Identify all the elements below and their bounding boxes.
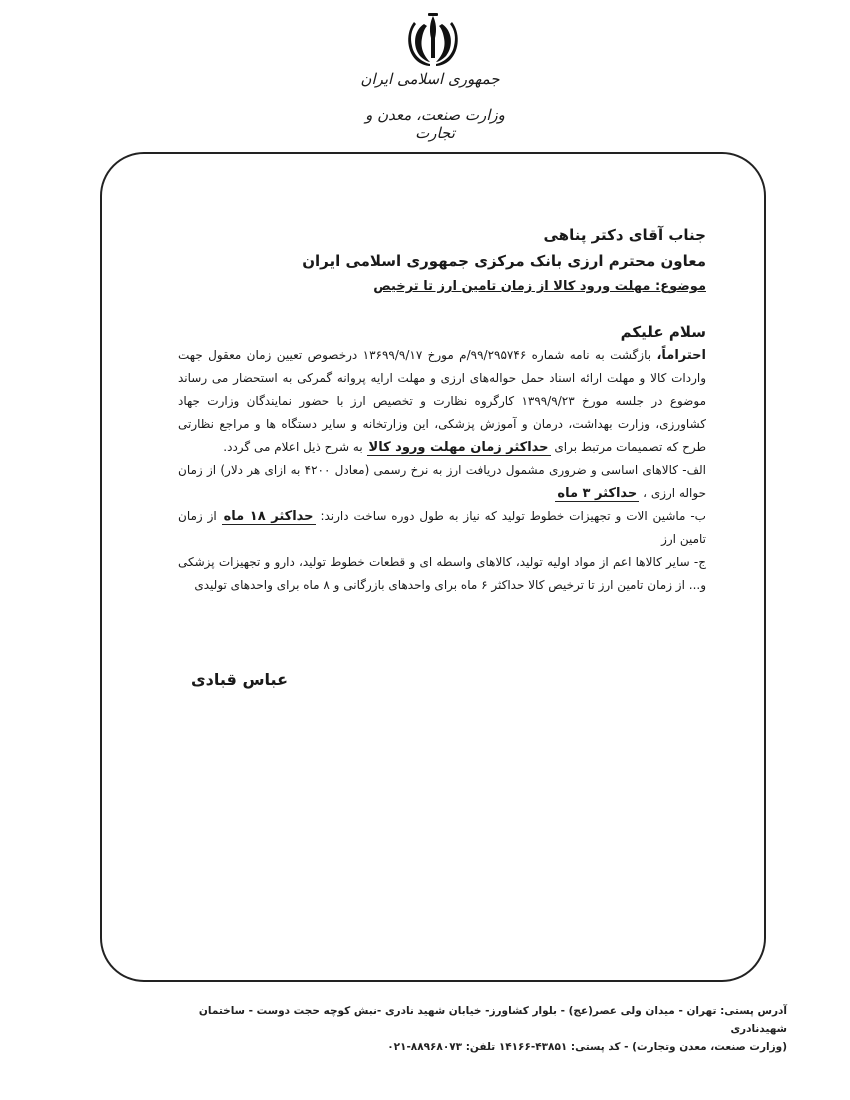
addressee-name: جناب آقای دکتر پناهی	[543, 226, 706, 244]
addressee-title: معاون محترم ارزی بانک مرکزی جمهوری اسلامی ایران	[302, 252, 706, 270]
list-item-c: ج- سایر کالاها اعم از مواد اولیه تولید، کالاهای واسطه ای و قطعات خطوط تولید، دارو و تجهیزات پزشکی و... از زمان تامین ارز تا ترخیص کالا حداکثر ۶ ماه برای واحدهای بازرگانی و ۸ ماه برای واحدهای تولیدی	[178, 555, 706, 592]
highlight-max-entry-time: حداکثر زمان مهلت ورود کالا	[368, 440, 549, 455]
header-ministry: وزارت صنعت، معدن و تجارت	[365, 106, 505, 142]
item-b-end: از زمان تامین ارز	[178, 509, 706, 546]
header-country: جمهوری اسلامی ایران	[360, 70, 500, 88]
item-a-highlight: حداکثر ۳ ماه	[557, 486, 638, 501]
signature: عباس قبادی	[190, 670, 288, 689]
letter-body	[178, 222, 706, 597]
letter-greeting: سلام علیکم	[620, 323, 706, 341]
letter-subject: موضوع: مهلت ورود کالا از زمان تامین ارز تا ترخیص	[373, 279, 706, 294]
footer-line-1: آدرس پستی: تهران - میدان ولی عصر(عج) - بلوار کشاورز- خیابان شهید نادری -نبش کوچه حجت دوست - ساختمان شهیدنادری	[198, 1005, 787, 1035]
item-b-highlight: حداکثر ۱۸ ماه	[223, 509, 314, 524]
list-item-b	[178, 505, 706, 551]
item-a-text: الف- کالاهای اساسی و ضروری مشمول دریافت ارز به نرخ رسمی (معادل ۴۲۰۰ به ازای هر دلار) از زمان حواله ارزی ،	[178, 463, 706, 500]
iran-emblem-icon	[400, 12, 466, 72]
letter-paragraph	[178, 344, 706, 459]
paragraph-text: بازگشت به نامه شماره ۹۹/۲۹۵۷۴۶/م مورخ ۱۳۶۹۹/۹/۱۷ درخصوص تعیین زمان معقول جهت واردات کالا و مهلت ارائه اسناد حمل حواله‌های ارزی و مهلت ارایه پروانه گمرکی به استحضار می رساند موضوع در جلسه مورخ ۱۳۹۹/۹/۲۳ کارگروه نظارت و تخصیص ارز با حضور نمایندگان وزارت جهاد کشاورزی، وزارت بهداشت، درمان و آموزش پزشکی، این وزارتخانه و سایر دستگاه ها و مراجع نظارتی طرح که تصمیمات مرتبط برای	[178, 348, 706, 454]
opening-word: احتراماً،	[656, 348, 706, 363]
footer-line-2: (وزارت صنعت، معدن وتجارت) - کد پستی: ۴۳۸۵۱-۱۴۱۶۶ تلفن: ۸۸۹۶۸۰۷۳-۰۲۱	[387, 1041, 787, 1053]
list-item-a	[178, 459, 706, 505]
item-b-text: ب- ماشین الات و تجهیزات خطوط تولید که نیاز به طول دوره ساخت دارند:	[320, 509, 706, 523]
footer-address	[175, 1002, 787, 1056]
paragraph-end: به شرح ذیل اعلام می گردد.	[223, 440, 363, 454]
